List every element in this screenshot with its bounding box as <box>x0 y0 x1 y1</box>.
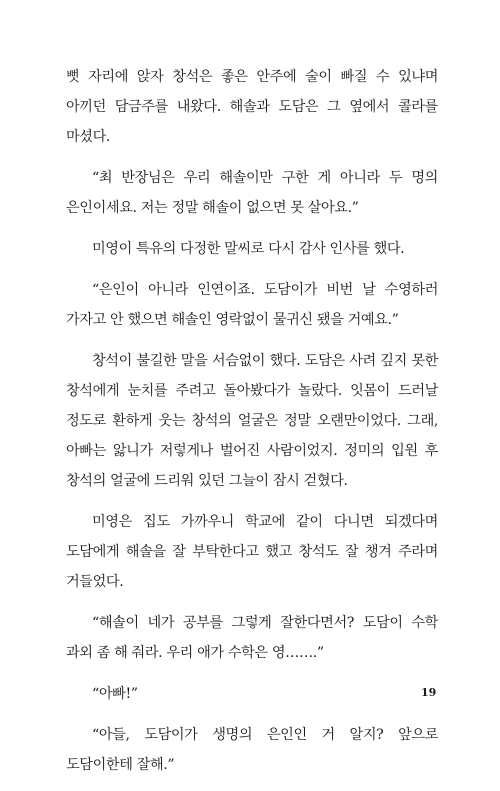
page-number: 19 <box>421 686 437 699</box>
paragraph-6: 미영은 집도 가까우니 학교에 같이 다니면 되겠다며 도담에게 해솔을 잘 부탁한다고 했고 창석도 잘 챙겨 주라며 거들었다. <box>66 514 438 590</box>
paragraph-5: 창석이 불길한 말을 서슴없이 했다. 도담은 사려 깊지 못한 창석에게 눈치를 주려고 돌아봤다가 놀랐다. 잇몸이 드러날 정도로 환하게 웃는 창석의 얼굴은 정말 오랜만이었다. 그래, 아빠는 앓니가 저렇게나 벌어진 사람이었지. 정미의 입원 후 창석의 얼굴에 드리워 있던 그늘이 잠시 걷혔다. <box>66 353 438 489</box>
paragraph-4: “은인이 아니라 인연이죠. 도담이가 비번 날 수영하러 가자고 안 했으면 해솔인 영락없이 물귀신 됐을 거예요.” <box>66 282 438 328</box>
paragraph-9: “아들, 도담이가 생명의 은인인 거 알지? 앞으로 도담이한테 잘해.” <box>66 727 438 773</box>
body-text <box>66 62 438 791</box>
paragraph-2: “최 반장님은 우리 해솔이만 구한 게 아니라 두 명의 은인이세요. 저는 정말 해솔이 없으면 못 살아요.” <box>66 170 438 216</box>
paragraph-8: “아빠!” <box>92 686 138 702</box>
paragraph-7: “해솔이 네가 공부를 그렇게 잘한다면서? 도담이 수학 과외 좀 해 줘라. 우리 애가 수학은 영…….” <box>66 615 438 661</box>
paragraph-3: 미영이 특유의 다정한 말씨로 다시 감사 인사를 했다. <box>92 241 405 257</box>
paragraph-1: 뻣 자리에 앉자 창석은 좋은 안주에 술이 빠질 수 있냐며 아끼던 담금주를 내왔다. 해솔과 도담은 그 옆에서 콜라를 마셨다. <box>66 69 438 145</box>
